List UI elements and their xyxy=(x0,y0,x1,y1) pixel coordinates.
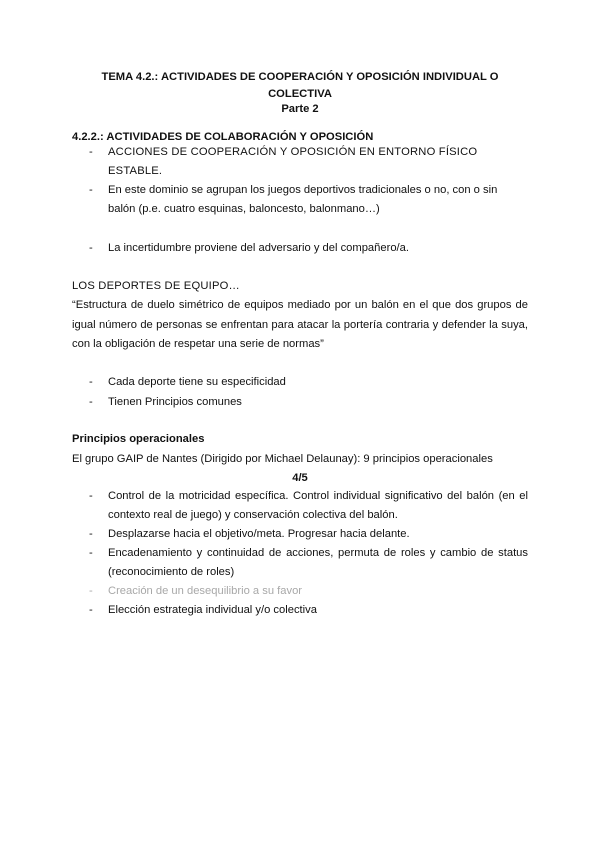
bullet-dash: - xyxy=(89,242,93,254)
bullet-dash: - xyxy=(89,604,93,616)
bullet-dash: - xyxy=(89,184,93,196)
section-heading-principios: Principios operacionales xyxy=(72,433,205,445)
list-item: Desplazarse hacia el objetivo/meta. Progresar hacia delante. xyxy=(108,528,410,540)
list-item: La incertidumbre proviene del adversario y del compañero/a. xyxy=(108,242,409,254)
quote-paragraph: “Estructura de duelo simétrico de equipos mediado por un balón en el que dos grupos de igual número de personas se enfrentan para atacar la portería contraria y defender la suya, con la obligación de respetar una serie de normas” xyxy=(72,299,528,350)
bullet-dash: - xyxy=(89,146,93,158)
list-item: Control de la motricidad específica. Control individual significativo del balón (en el contexto real de juego) y conservación colectiva del balón. xyxy=(108,490,528,521)
list-item: Tienen Principios comunes xyxy=(108,396,242,408)
bullet-dash: - xyxy=(89,528,93,540)
list-item: Cada deporte tiene su especificidad xyxy=(108,376,286,388)
section-heading-actividades: 4.2.2.: ACTIVIDADES DE COLABORACIÓN Y OPOSICIÓN xyxy=(72,131,374,143)
bullet-dash: - xyxy=(89,585,93,597)
section-heading-deportes: LOS DEPORTES DE EQUIPO… xyxy=(72,280,240,292)
bullet-dash: - xyxy=(89,396,93,408)
document-subtitle: Parte 2 xyxy=(281,103,319,115)
list-item: Encadenamiento y continuidad de acciones, permuta de roles y cambio de status (reconocimiento de roles) xyxy=(108,547,528,578)
page-counter: 4/5 xyxy=(292,472,308,484)
bullet-dash: - xyxy=(89,547,93,559)
list-item: En este dominio se agrupan los juegos deportivos tradicionales o no, con o sin balón (p.e. cuatro esquinas, baloncesto, balonmano…) xyxy=(108,184,498,215)
list-item-faded: Creación de un desequilibrio a su favor xyxy=(108,585,303,597)
document-title-line-2: COLECTIVA xyxy=(268,88,332,100)
list-item: ACCIONES DE COOPERACIÓN Y OPOSICIÓN EN ENTORNO FÍSICO ESTABLE. xyxy=(108,146,478,177)
list-item: Elección estrategia individual y/o colectiva xyxy=(108,604,317,616)
bullet-dash: - xyxy=(89,490,93,502)
intro-line: El grupo GAIP de Nantes (Dirigido por Michael Delaunay): 9 principios operacionales xyxy=(72,453,493,465)
bullet-dash: - xyxy=(89,376,93,388)
document-title-line-1: TEMA 4.2.: ACTIVIDADES DE COOPERACIÓN Y OPOSICIÓN INDIVIDUAL O xyxy=(101,71,499,83)
